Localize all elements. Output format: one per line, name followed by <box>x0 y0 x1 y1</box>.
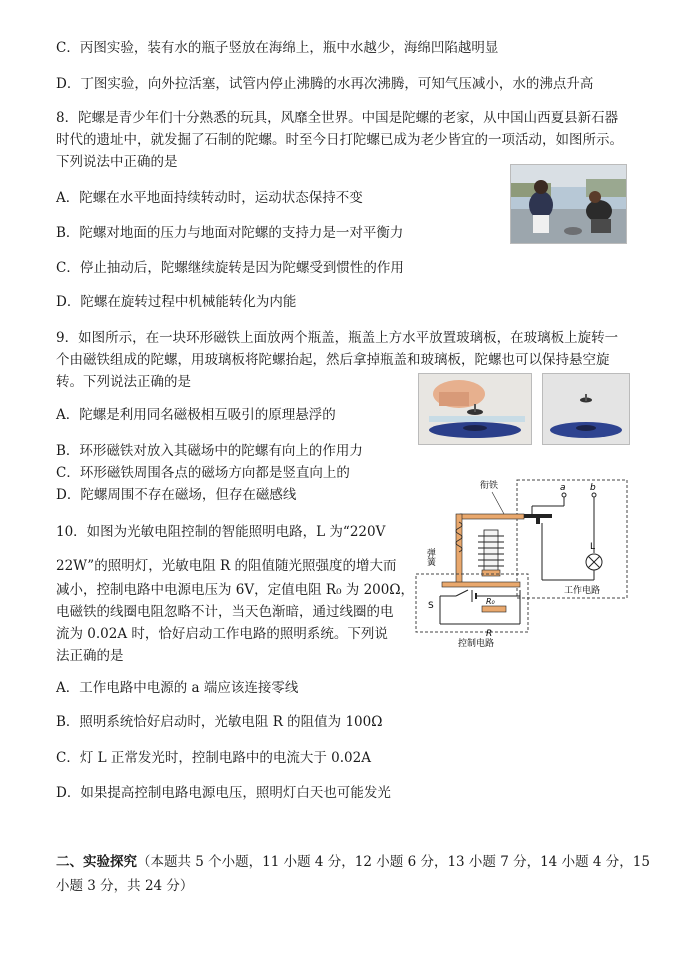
r0-label: R₀ <box>486 597 495 606</box>
section2-scoring: （本题共 5 个小题，11 小题 4 分，12 小题 6 分，13 小题 7 分，14 小题 4 分，15 <box>137 854 650 870</box>
q10-stem-line2: 22W”的照明灯，光敏电阻 R 的阻值随光照强度的增大而 <box>56 558 397 574</box>
switch-label: S <box>428 601 434 611</box>
q10-option-c: C．灯 L 正常发光时，控制电路中的电流大于 0.02A <box>56 750 371 766</box>
q10-stem-line5: 流为 0.02A 时，恰好启动工作电路的照明系统。下列说 <box>56 626 388 642</box>
terminal-a-label: a <box>560 483 566 493</box>
q10-stem-line4: 电磁铁的线圈电阻忽略不计，当天色渐暗，通过线圈的电 <box>56 604 394 620</box>
terminal-b-label: b <box>590 483 596 493</box>
spinning-top-photo <box>510 164 627 244</box>
q8-stem-line3: 下列说法中正确的是 <box>56 154 178 170</box>
control-circuit-label: 控制电路 <box>458 639 495 649</box>
q10-stem-line6: 法正确的是 <box>56 648 124 664</box>
maglev-top-photo-hand <box>418 373 532 445</box>
section2-heading-line1 <box>56 852 650 872</box>
q8-option-b: B．陀螺对地面的压力与地面对陀螺的支持力是一对平衡力 <box>56 225 404 241</box>
q9-stem-line2: 个由磁铁组成的陀螺，用玻璃板将陀螺抬起，然后拿掉瓶盖和玻璃板，陀螺也可以保持悬空旋 <box>56 352 610 368</box>
q9-option-d: D．陀螺周围不存在磁场，但存在磁感线 <box>56 487 297 503</box>
q7-option-c: C．丙图实验，装有水的瓶子竖放在海绵上，瓶中水越少，海绵凹陷越明显 <box>56 40 499 56</box>
q8-option-d: D．陀螺在旋转过程中机械能转化为内能 <box>56 294 297 310</box>
maglev-top-photo-floating <box>542 373 630 445</box>
r-label: R <box>486 629 493 639</box>
section2-heading-line2: 小题 3 分，共 24 分） <box>56 878 194 894</box>
q10-option-d: D．如果提高控制电路电源电压，照明灯白天也可能发光 <box>56 785 391 801</box>
q8-option-a: A．陀螺在水平地面持续转动时，运动状态保持不变 <box>56 190 363 206</box>
lamp-label: L <box>590 542 596 552</box>
q10-stem-line1: 10．如图为光敏电阻控制的智能照明电路，L 为“220V <box>56 524 386 540</box>
q9-option-c: C．环形磁铁周围各点的磁场方向都是竖直向上的 <box>56 465 350 481</box>
work-circuit-label: 工作电路 <box>564 586 601 596</box>
q9-stem-line1: 9．如图所示，在一块环形磁铁上面放两个瓶盖，瓶盖上方水平放置玻璃板，在玻璃板上旋转一 <box>56 330 619 346</box>
circuit-diagram <box>412 478 632 653</box>
q8-option-c: C．停止抽动后，陀螺继续旋转是因为陀螺受到惯性的作用 <box>56 260 404 276</box>
q7-option-d: D．丁图实验，向外拉活塞，试管内停止沸腾的水再次沸腾，可知气压减小，水的沸点升高 <box>56 76 594 92</box>
armature-label: 衔铁 <box>480 481 499 491</box>
q8-stem-line1: 8．陀螺是青少年们十分熟悉的玩具，风靡全世界。中国是陀螺的老家，从中国山西夏县新石器 <box>56 110 619 126</box>
q10-option-a: A．工作电路中电源的 a 端应该连接零线 <box>56 680 299 696</box>
section2-title: 二、实验探究 <box>56 854 137 870</box>
q10-stem-line3: 减小，控制电路中电源电压为 6V，定值电阻 R₀ 为 200Ω， <box>56 582 415 598</box>
spring-label: 弹簧 <box>425 548 435 566</box>
q8-stem-line2: 时代的遗址中，就发掘了石制的陀螺。时至今日打陀螺已成为老少皆宜的一项活动，如图所示。 <box>56 132 623 148</box>
q9-option-a: A．陀螺是利用同名磁极相互吸引的原理悬浮的 <box>56 407 336 423</box>
q9-option-b: B．环形磁铁对放入其磁场中的陀螺有向上的作用力 <box>56 443 363 459</box>
q9-stem-line3: 转。下列说法正确的是 <box>56 374 191 390</box>
q10-option-b: B．照明系统恰好启动时，光敏电阻 R 的阻值为 100Ω <box>56 714 383 730</box>
